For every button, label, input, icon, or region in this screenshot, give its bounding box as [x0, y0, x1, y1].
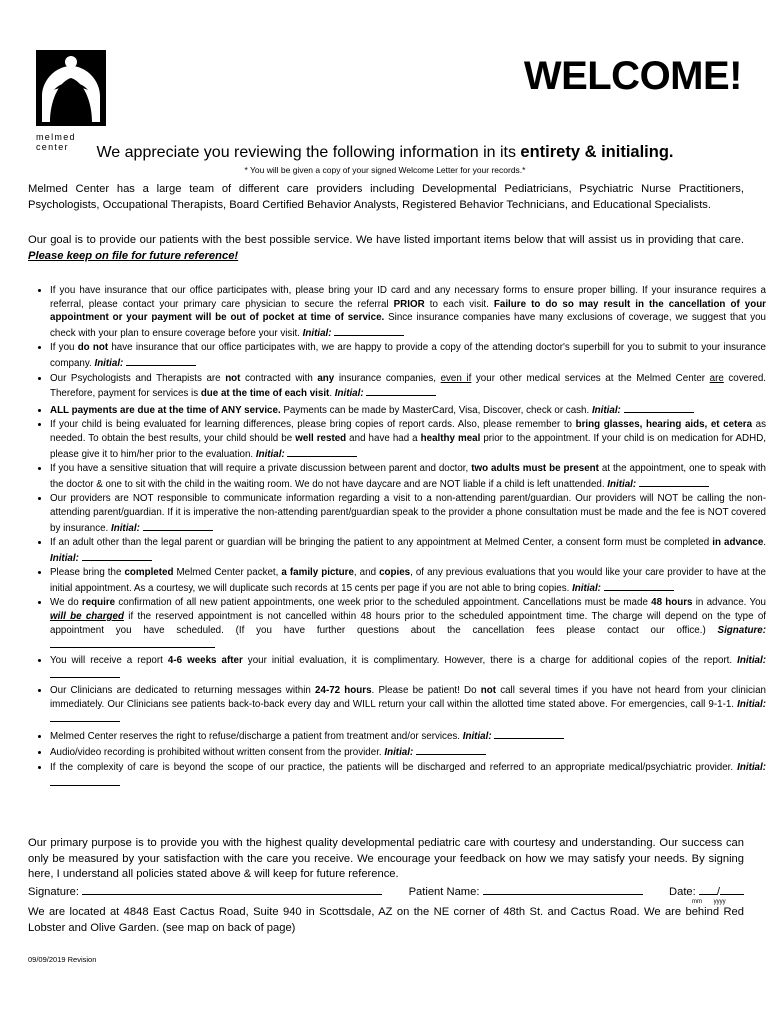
location-paragraph: We are located at 4848 East Cactus Road, Suite 940 in Scottsdale, AZ on the NE corner of 48th St. and Cactus Road. We are behind Red Lobster and Olive Garden. (see map on back of page): [28, 906, 744, 934]
initial-field[interactable]: [50, 667, 120, 678]
yyyy-hint: yyyy: [713, 899, 726, 905]
list-item: • ALL payments are due at the time of ANY service. Payments can be made by MasterCard, Visa, Discover, check or cash. Initial:: [50, 402, 766, 418]
mm-hint: mm: [692, 899, 702, 905]
initial-label: Initial:: [462, 730, 492, 742]
org-name: melmed center: [36, 132, 76, 152]
initial-field[interactable]: [639, 476, 709, 487]
list-item: • Audio/video recording is prohibited without written consent from the provider. Initial:: [50, 744, 766, 760]
initial-field[interactable]: [334, 325, 404, 336]
date-separator: /: [716, 886, 720, 898]
signature-row: [28, 883, 744, 901]
lead-bold-text: entirety & initialing.: [520, 143, 674, 161]
initial-label: Initial:: [607, 478, 637, 490]
initial-label: Initial:: [384, 747, 414, 759]
goal-paragraph: [28, 232, 744, 264]
goal-text: Our goal is to provide our patients with the best possible service. We have listed important items below that will assist us in providing that care.: [28, 234, 744, 246]
list-item: • Please bring the completed Melmed Center packet, a family picture, and copies, of any previous evaluations that you would like your care provider to have at the initial appointment. As a courtesy, we will duplicate such records at 15 cents per page if you are not able to bring copies. Initial:: [50, 566, 766, 595]
initial-field[interactable]: [126, 355, 196, 366]
lead-line: [0, 143, 770, 162]
melmed-logo-mark-icon: [36, 50, 106, 126]
initial-field[interactable]: [494, 728, 564, 739]
lead-text: We appreciate you reviewing the following information in its: [96, 144, 521, 161]
list-item: • If you do not have insurance that our office participates with, we are happy to provide a copy of the attending doctor's superbill for you to submit to your insurance company. Initial:: [50, 341, 766, 370]
initial-label: Initial:: [572, 582, 601, 594]
initial-label: Initial:: [50, 552, 79, 564]
reference-note: Please keep on file for future reference!: [28, 250, 239, 262]
melmed-logo: [36, 50, 106, 152]
initial-label: Initial:: [737, 654, 766, 666]
list-item: • Our Psychologists and Therapists are not contracted with any insurance companies, even if your other medical services at the Melmed Center are covered. Therefore, payment for services is due at the time of each visit. Initial:: [50, 372, 766, 401]
patient-name-label: Patient Name:: [408, 886, 480, 898]
initial-field[interactable]: [604, 580, 674, 591]
initial-field[interactable]: [143, 520, 213, 531]
page-title: WELCOME!: [523, 54, 742, 98]
initial-label: Initial:: [591, 404, 621, 416]
initial-label: Initial:: [302, 327, 332, 339]
signature-label: Signature:: [28, 886, 79, 898]
intro-paragraph: Melmed Center has a large team of different care providers including Developmental Pediatricians, Psychiatric Nurse Practitioners, Psychologists, Occupational Therapists, Board Certified Behavior Analysts, Registered Behavior Technicians, and Educational Specialists.: [28, 183, 744, 211]
list-item: • We do require confirmation of all new patient appointments, one week prior to the scheduled appointment. Cancellations must be made 48 hours in advance. You will be charged if the reserved appointment is not cancelled within 48 hours prior to the scheduled appointment time. The charge will depend on the type of appointment you have scheduled. (If you have further questions about the cancellation fees please contact our office.) Signature:: [50, 596, 766, 652]
list-item: • If an adult other than the legal parent or guardian will be bringing the patient to any appointment at Melmed Center, a consent form must be completed in advance. Initial:: [50, 536, 766, 565]
signature-label: Signature:: [717, 624, 766, 636]
list-item: • If you have insurance that our office participates with, please bring your ID card and any necessary forms to ensure proper billing. If your insurance requires a referral, please contact your primary care physician to secure the referral PRIOR to each visit. Failure to do so may result in the cancellation of your appointment or your payment will be out of pocket at time of service. Since insurance companies have many exclusions of coverage, we suggest that you check with your plan to ensure coverage before your visit. Initial:: [50, 284, 766, 340]
signature-field[interactable]: [50, 637, 215, 648]
policy-list: [28, 284, 766, 791]
initial-field[interactable]: [416, 744, 486, 755]
list-item: • Our Clinicians are dedicated to returning messages within 24-72 hours. Please be patient! Do not call several times if you have not heard from your clinician immediately. Our Clinicians see patients back-to-back every day and WILL return your call within the allotted time stated above. For emergencies, call 9-1-1. Initial:: [50, 684, 766, 727]
initial-label: Initial:: [111, 522, 140, 534]
initial-field[interactable]: [624, 402, 694, 413]
initial-field[interactable]: [50, 711, 120, 722]
patient-name-input[interactable]: [483, 883, 643, 895]
initial-label: Initial:: [334, 388, 364, 400]
list-item: • If you have a sensitive situation that will require a private discussion between parent and doctor, two adults must be present at the appointment, one to speak with the doctor & one to sit with the child in the waiting room. We do not have daycare and are NOT liable if a child is left unattended. Initial:: [50, 462, 766, 491]
list-item: • Our providers are NOT responsible to communicate information regarding a visit to a non-attending parent/guardian. Our providers will NOT be calling the non-attending parent/guardian. If it is imperative the non-attending parent/guardian speak to the provider a phone consultation must be made and the fee is NOT covered by insurance. Initial:: [50, 492, 766, 535]
list-item: • If your child is being evaluated for learning differences, please bring copies of report cards. Also, please remember to bring glasses, hearing aids, et cetera as needed. To obtain the best results, your child should be well rested and have had a healthy meal prior to the appointment. If your child is on medication for ADHD, please give it to him/her prior to the evaluation. Initial:: [50, 418, 766, 461]
signature-input[interactable]: [82, 883, 382, 895]
date-label: Date:: [669, 886, 696, 898]
copy-note: * You will be given a copy of your signed Welcome Letter for your records.*: [244, 165, 526, 175]
initial-label: Initial:: [94, 357, 124, 369]
initial-field[interactable]: [50, 775, 120, 786]
initial-field[interactable]: [82, 550, 152, 561]
list-item: • If the complexity of care is beyond the scope of our practice, the patients will be discharged and referred to an appropriate medical/psychiatric provider. Initial:: [50, 761, 766, 790]
date-year-input[interactable]: [720, 883, 744, 895]
initial-label: Initial:: [737, 762, 766, 773]
revision-date: 09/09/2019 Revision: [28, 955, 97, 964]
list-item: • Melmed Center reserves the right to refuse/discharge a patient from treatment and/or services. Initial:: [50, 728, 766, 744]
purpose-paragraph: Our primary purpose is to provide you with the highest quality developmental pediatric care with courtesy and understanding. Our success can only be measured by your satisfaction with the care you receive. We encourage your feedback on how we may satisfy your needs. By signing here, I understand all policies stated above & will keep for future reference.: [28, 837, 744, 880]
initial-field[interactable]: [287, 446, 357, 457]
initial-label: Initial:: [255, 448, 285, 460]
initial-field[interactable]: [366, 385, 436, 396]
initial-label: Initial:: [737, 698, 766, 710]
date-month-input[interactable]: [699, 883, 717, 895]
list-item: • You will receive a report 4-6 weeks after your initial evaluation, it is complimentary. However, there is a charge for additional copies of the report. Initial:: [50, 654, 766, 683]
